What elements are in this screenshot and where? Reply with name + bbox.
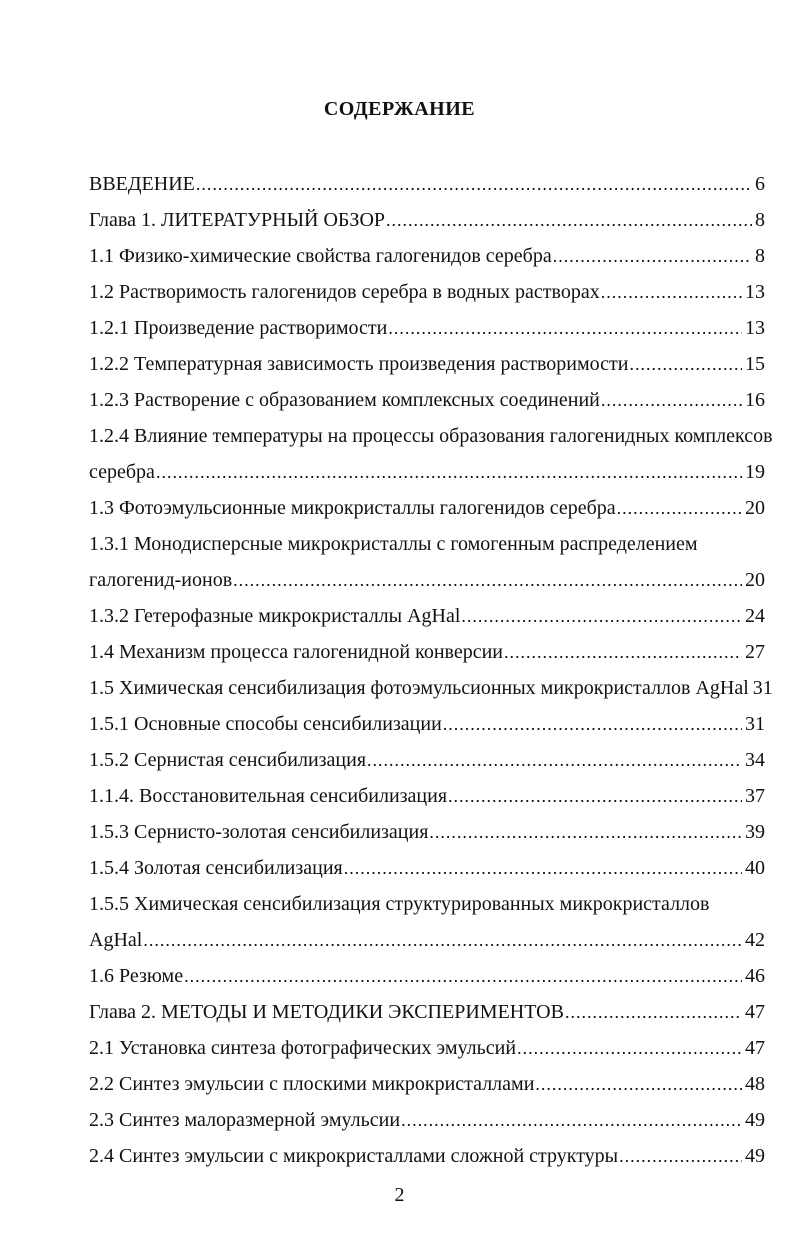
- toc-entry-text: 1.5 Химическая сенсибилизация фотоэмульсионных микрокристаллов AgHal: [89, 677, 749, 699]
- toc-dot-leader: [429, 814, 742, 850]
- toc-entry-1-5-5-line2[interactable]: [89, 922, 765, 958]
- toc-entry-text: 1.2 Растворимость галогенидов серебра в водных растворах: [89, 281, 600, 303]
- toc-entry-text: 2.2 Синтез эмульсии с плоскими микрокристаллами: [89, 1073, 535, 1095]
- toc-entry-1-5-2[interactable]: [89, 742, 765, 778]
- toc-entry-page: 8: [755, 245, 765, 267]
- toc-entry-1-5-5-line1[interactable]: [89, 886, 765, 922]
- toc-entry-page: 42: [745, 929, 765, 951]
- toc-entry-page: 19: [745, 461, 765, 483]
- toc-entry-1-3[interactable]: [89, 490, 765, 526]
- toc-entry-page: 49: [745, 1109, 765, 1131]
- toc-entry-text: 1.5.1 Основные способы сенсибилизации: [89, 713, 442, 735]
- toc-entry-2-1[interactable]: [89, 1030, 765, 1066]
- toc-entry-page: 40: [745, 857, 765, 879]
- toc-entry-text: 1.3 Фотоэмульсионные микрокристаллы галогенидов серебра: [89, 497, 616, 519]
- toc-entry-page: 49: [745, 1145, 765, 1167]
- toc-entry-page: 39: [745, 821, 765, 843]
- toc-entry-1-2-2[interactable]: [89, 346, 765, 382]
- toc-entry-text: 1.5.2 Сернистая сенсибилизация: [89, 749, 367, 771]
- toc-entry-1-5[interactable]: [89, 670, 773, 706]
- toc-entry-1-2-1[interactable]: [89, 310, 765, 346]
- toc-entry-introduction[interactable]: [89, 166, 765, 202]
- toc-entry-chapter-1[interactable]: [89, 202, 765, 238]
- toc-entry-text: 1.1.4. Восстановительная сенсибилизация: [89, 785, 448, 807]
- toc-entry-1-3-2[interactable]: [89, 598, 765, 634]
- toc-dot-leader: [629, 346, 742, 382]
- page-title: СОДЕРЖАНИЕ: [323, 98, 476, 120]
- toc-entry-page: 47: [745, 1037, 765, 1059]
- toc-dot-leader: [565, 994, 742, 1030]
- toc-dot-leader: [388, 310, 742, 346]
- toc-entry-text: 2.3 Синтез малоразмерной эмульсии: [89, 1109, 401, 1131]
- toc-entry-text: Глава 1. ЛИТЕРАТУРНЫЙ ОБЗОР: [89, 209, 386, 231]
- toc-dot-leader: [401, 1102, 742, 1138]
- table-of-contents: [89, 166, 773, 1174]
- toc-entry-page: 37: [745, 785, 765, 807]
- toc-entry-chapter-2[interactable]: [89, 994, 765, 1030]
- toc-entry-text: 1.2.1 Произведение растворимости: [89, 317, 388, 339]
- toc-entry-text: ВВЕДЕНИЕ: [89, 173, 195, 195]
- toc-entry-page: 48: [745, 1073, 765, 1095]
- toc-entry-2-4[interactable]: [89, 1138, 765, 1174]
- toc-entry-text: 1.5.4 Золотая сенсибилизация: [89, 857, 343, 879]
- toc-entry-page: 6: [755, 173, 765, 195]
- toc-dot-leader: [344, 850, 742, 886]
- toc-dot-leader: [461, 598, 742, 634]
- toc-entry-text: 1.2.3 Растворение с образованием комплексных соединений: [89, 389, 600, 411]
- toc-dot-leader: [386, 202, 752, 238]
- toc-entry-text: 1.4 Механизм процесса галогенидной конверсии: [89, 641, 504, 663]
- toc-entry-text: 2.4 Синтез эмульсии с микрокристаллами сложной структуры: [89, 1145, 619, 1167]
- toc-entry-page: 20: [745, 497, 765, 519]
- toc-dot-leader: [601, 274, 742, 310]
- toc-entry-page: 31: [745, 713, 765, 735]
- toc-entry-page: 47: [745, 1001, 765, 1023]
- toc-entry-text: 1.3.1 Монодисперсные микрокристаллы с гомогенным распределением: [89, 533, 698, 555]
- toc-dot-leader: [143, 922, 742, 958]
- toc-dot-leader: [156, 454, 742, 490]
- toc-entry-1-6[interactable]: [89, 958, 765, 994]
- toc-entry-text: 1.1 Физико-химические свойства галогенидов серебра: [89, 245, 552, 267]
- toc-entry-text: 1.5.5 Химическая сенсибилизация структурированных микрокристаллов: [89, 893, 710, 915]
- toc-dot-leader: [517, 1030, 742, 1066]
- toc-entry-page: 8: [755, 209, 765, 231]
- toc-entry-2-2[interactable]: [89, 1066, 765, 1102]
- toc-dot-leader: [617, 490, 742, 526]
- toc-entry-text: Глава 2. МЕТОДЫ И МЕТОДИКИ ЭКСПЕРИМЕНТОВ: [89, 1001, 564, 1023]
- toc-entry-page: 16: [745, 389, 765, 411]
- toc-entry-1-2[interactable]: [89, 274, 765, 310]
- toc-dot-leader: [233, 562, 742, 598]
- toc-dot-leader: [196, 166, 752, 202]
- toc-dot-leader: [184, 958, 742, 994]
- toc-entry-page: 24: [745, 605, 765, 627]
- toc-entry-text: 2.1 Установка синтеза фотографических эмульсий: [89, 1037, 517, 1059]
- toc-entry-text: 1.6 Резюме: [89, 965, 184, 987]
- toc-entry-1-2-3[interactable]: [89, 382, 765, 418]
- toc-entry-page: 46: [745, 965, 765, 987]
- toc-entry-1-1-4[interactable]: [89, 778, 765, 814]
- toc-entry-text: 1.5.3 Сернисто-золотая сенсибилизация: [89, 821, 429, 843]
- toc-entry-1-5-4[interactable]: [89, 850, 765, 886]
- toc-dot-leader: [504, 634, 742, 670]
- toc-entry-1-2-4-line1[interactable]: [89, 418, 773, 454]
- toc-dot-leader: [367, 742, 742, 778]
- toc-entry-1-4[interactable]: [89, 634, 765, 670]
- toc-entry-page: 13: [745, 317, 765, 339]
- toc-entry-text: серебра: [89, 461, 155, 483]
- toc-entry-text: 1.2.4 Влияние температуры на процессы образования галогенидных комплексов: [89, 425, 773, 447]
- toc-entry-1-2-4-line2[interactable]: [89, 454, 765, 490]
- toc-dot-leader: [601, 382, 742, 418]
- toc-dot-leader: [448, 778, 742, 814]
- toc-entry-text: AgHal: [89, 929, 143, 951]
- toc-entry-page: 27: [745, 641, 765, 663]
- toc-entry-page: 20: [745, 569, 765, 591]
- toc-entry-page: 31: [752, 677, 773, 699]
- toc-entry-1-3-1-line2[interactable]: [89, 562, 765, 598]
- toc-entry-2-3[interactable]: [89, 1102, 765, 1138]
- toc-entry-text: галогенид-ионов: [89, 569, 233, 591]
- toc-entry-text: 1.2.2 Температурная зависимость произведения растворимости: [89, 353, 629, 375]
- toc-entry-page: 34: [745, 749, 765, 771]
- page-number: 2: [394, 1184, 405, 1206]
- toc-dot-leader: [619, 1138, 742, 1174]
- toc-entry-text: 1.3.2 Гетерофазные микрокристаллы AgHal: [89, 605, 461, 627]
- toc-entry-page: 15: [745, 353, 765, 375]
- toc-dot-leader: [535, 1066, 742, 1102]
- toc-dot-leader: [553, 238, 752, 274]
- toc-entry-1-5-1[interactable]: [89, 706, 765, 742]
- toc-entry-page: 13: [745, 281, 765, 303]
- toc-entry-1-1[interactable]: [89, 238, 765, 274]
- toc-entry-1-5-3[interactable]: [89, 814, 765, 850]
- toc-entry-1-3-1-line1[interactable]: [89, 526, 765, 562]
- toc-dot-leader: [443, 706, 742, 742]
